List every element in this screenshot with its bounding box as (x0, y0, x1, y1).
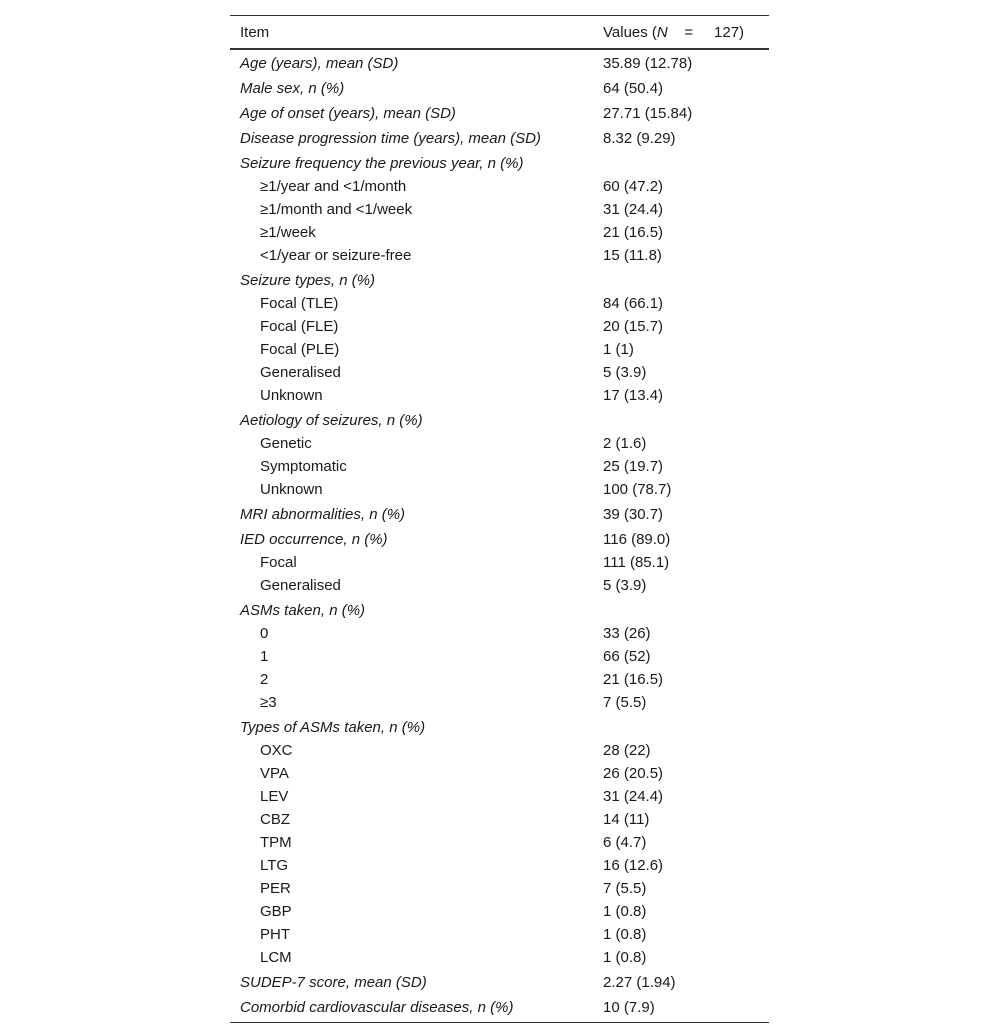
row-value: 21 (16.5) (603, 224, 664, 241)
table-body (230, 52, 769, 1019)
table-row (230, 996, 769, 1019)
row-label: CBZ (260, 811, 290, 828)
row-value: 7 (5.5) (603, 694, 647, 711)
row-label: Symptomatic (260, 458, 347, 475)
table-row (230, 668, 769, 691)
table-row (230, 455, 769, 478)
row-value: 25 (19.7) (603, 458, 664, 475)
table-row (230, 528, 769, 551)
row-value: 16 (12.6) (603, 857, 664, 874)
row-value: 5 (3.9) (603, 577, 647, 594)
row-value: 1 (0.8) (603, 926, 647, 943)
row-value: 6 (4.7) (603, 834, 647, 851)
row-label: ≥3 (260, 694, 277, 711)
row-label: Generalised (260, 577, 341, 594)
table-row (230, 877, 769, 900)
header-values (593, 24, 769, 41)
row-label: PER (260, 880, 291, 897)
row-label: LEV (260, 788, 289, 805)
row-label: Focal (TLE) (260, 295, 339, 312)
table-row (230, 599, 769, 622)
row-value: 1 (0.8) (603, 903, 647, 920)
table-row (230, 77, 769, 100)
row-label: MRI abnormalities, n (%) (240, 506, 406, 523)
row-label: Aetiology of seizures, n (%) (240, 412, 423, 429)
row-label: TPM (260, 834, 292, 851)
row-label: Disease progression time (years), mean (SD) (240, 130, 541, 147)
table-row (230, 900, 769, 923)
table-row (230, 716, 769, 739)
row-label: ASMs taken, n (%) (240, 602, 366, 619)
table-row (230, 854, 769, 877)
row-label: Focal (FLE) (260, 318, 339, 335)
table-row (230, 574, 769, 597)
row-value: 31 (24.4) (603, 788, 664, 805)
row-label: IED occurrence, n (%) (240, 531, 388, 548)
row-value: 7 (5.5) (603, 880, 647, 897)
row-value: 5 (3.9) (603, 364, 647, 381)
row-value: 1 (1) (603, 341, 634, 358)
row-label: 1 (260, 648, 269, 665)
row-label: SUDEP-7 score, mean (SD) (240, 974, 427, 991)
row-value: 64 (50.4) (603, 80, 664, 97)
row-label: 2 (260, 671, 269, 688)
table-row (230, 175, 769, 198)
row-label: 0 (260, 625, 269, 642)
table-row (230, 292, 769, 315)
header-values-suffix: = 127) (667, 23, 745, 41)
row-label: Seizure frequency the previous year, n (%) (240, 155, 524, 172)
row-value: 26 (20.5) (603, 765, 664, 782)
row-label: LTG (260, 857, 289, 874)
row-value: 8.32 (9.29) (603, 130, 676, 147)
row-value: 1 (0.8) (603, 949, 647, 966)
row-value: 60 (47.2) (603, 178, 664, 195)
row-label: Age (years), mean (SD) (240, 55, 399, 72)
row-label: Types of ASMs taken, n (%) (240, 719, 426, 736)
row-value: 2.27 (1.94) (603, 974, 676, 991)
row-label: Age of onset (years), mean (SD) (240, 105, 456, 122)
table-row (230, 785, 769, 808)
row-label: ≥1/week (260, 224, 316, 241)
row-value: 35.89 (12.78) (603, 55, 693, 72)
table-row (230, 503, 769, 526)
table-row (230, 432, 769, 455)
row-label: Genetic (260, 435, 312, 452)
row-value: 2 (1.6) (603, 435, 647, 452)
header-values-n: N (656, 23, 668, 41)
row-label: Unknown (260, 387, 323, 404)
row-label: Focal (PLE) (260, 341, 340, 358)
row-value: 28 (22) (603, 742, 651, 759)
row-label: Comorbid cardiovascular diseases, n (%) (240, 999, 514, 1016)
row-value: 31 (24.4) (603, 201, 664, 218)
row-label: LCM (260, 949, 292, 966)
row-label: Focal (260, 554, 297, 571)
row-value: 66 (52) (603, 648, 651, 665)
row-value: 20 (15.7) (603, 318, 664, 335)
table-header (230, 16, 769, 50)
row-value: 27.71 (15.84) (603, 105, 693, 122)
table-row (230, 551, 769, 574)
row-value: 21 (16.5) (603, 671, 664, 688)
table-row (230, 946, 769, 969)
row-label: Male sex, n (%) (240, 80, 345, 97)
row-label: PHT (260, 926, 290, 943)
row-value: 17 (13.4) (603, 387, 664, 404)
row-value: 33 (26) (603, 625, 651, 642)
row-label: ≥1/month and <1/week (260, 201, 413, 218)
row-label: GBP (260, 903, 292, 920)
table-row (230, 622, 769, 645)
table-row (230, 478, 769, 501)
row-value: 14 (11) (603, 811, 650, 828)
row-label: <1/year or seizure-free (260, 247, 412, 264)
row-label: Generalised (260, 364, 341, 381)
table-bottom-rule (230, 1022, 769, 1023)
table-row (230, 102, 769, 125)
table-row (230, 691, 769, 714)
table-row (230, 739, 769, 762)
row-value: 10 (7.9) (603, 999, 655, 1016)
row-label: ≥1/year and <1/month (260, 178, 407, 195)
table-row (230, 198, 769, 221)
table-row (230, 152, 769, 175)
row-label: Seizure types, n (%) (240, 272, 376, 289)
table-row (230, 762, 769, 785)
row-label: OXC (260, 742, 293, 759)
table-row (230, 52, 769, 75)
table-row (230, 127, 769, 150)
row-value: 84 (66.1) (603, 295, 664, 312)
header-item: Item (240, 23, 270, 41)
table-row (230, 338, 769, 361)
table-row (230, 315, 769, 338)
table-row (230, 221, 769, 244)
characteristics-table (230, 15, 769, 1023)
table-row (230, 831, 769, 854)
row-label: VPA (260, 765, 289, 782)
table-row (230, 384, 769, 407)
row-value: 39 (30.7) (603, 506, 664, 523)
row-value: 15 (11.8) (603, 247, 662, 264)
table-row (230, 269, 769, 292)
row-value: 111 (85.1) (603, 554, 670, 571)
row-label: Unknown (260, 481, 323, 498)
table-row (230, 808, 769, 831)
table-row (230, 971, 769, 994)
table-row (230, 244, 769, 267)
table-row (230, 923, 769, 946)
table-row (230, 361, 769, 384)
table-row (230, 645, 769, 668)
header-values-prefix: Values ( (603, 23, 657, 41)
table-row (230, 409, 769, 432)
row-value: 100 (78.7) (603, 481, 672, 498)
row-value: 116 (89.0) (603, 531, 671, 548)
